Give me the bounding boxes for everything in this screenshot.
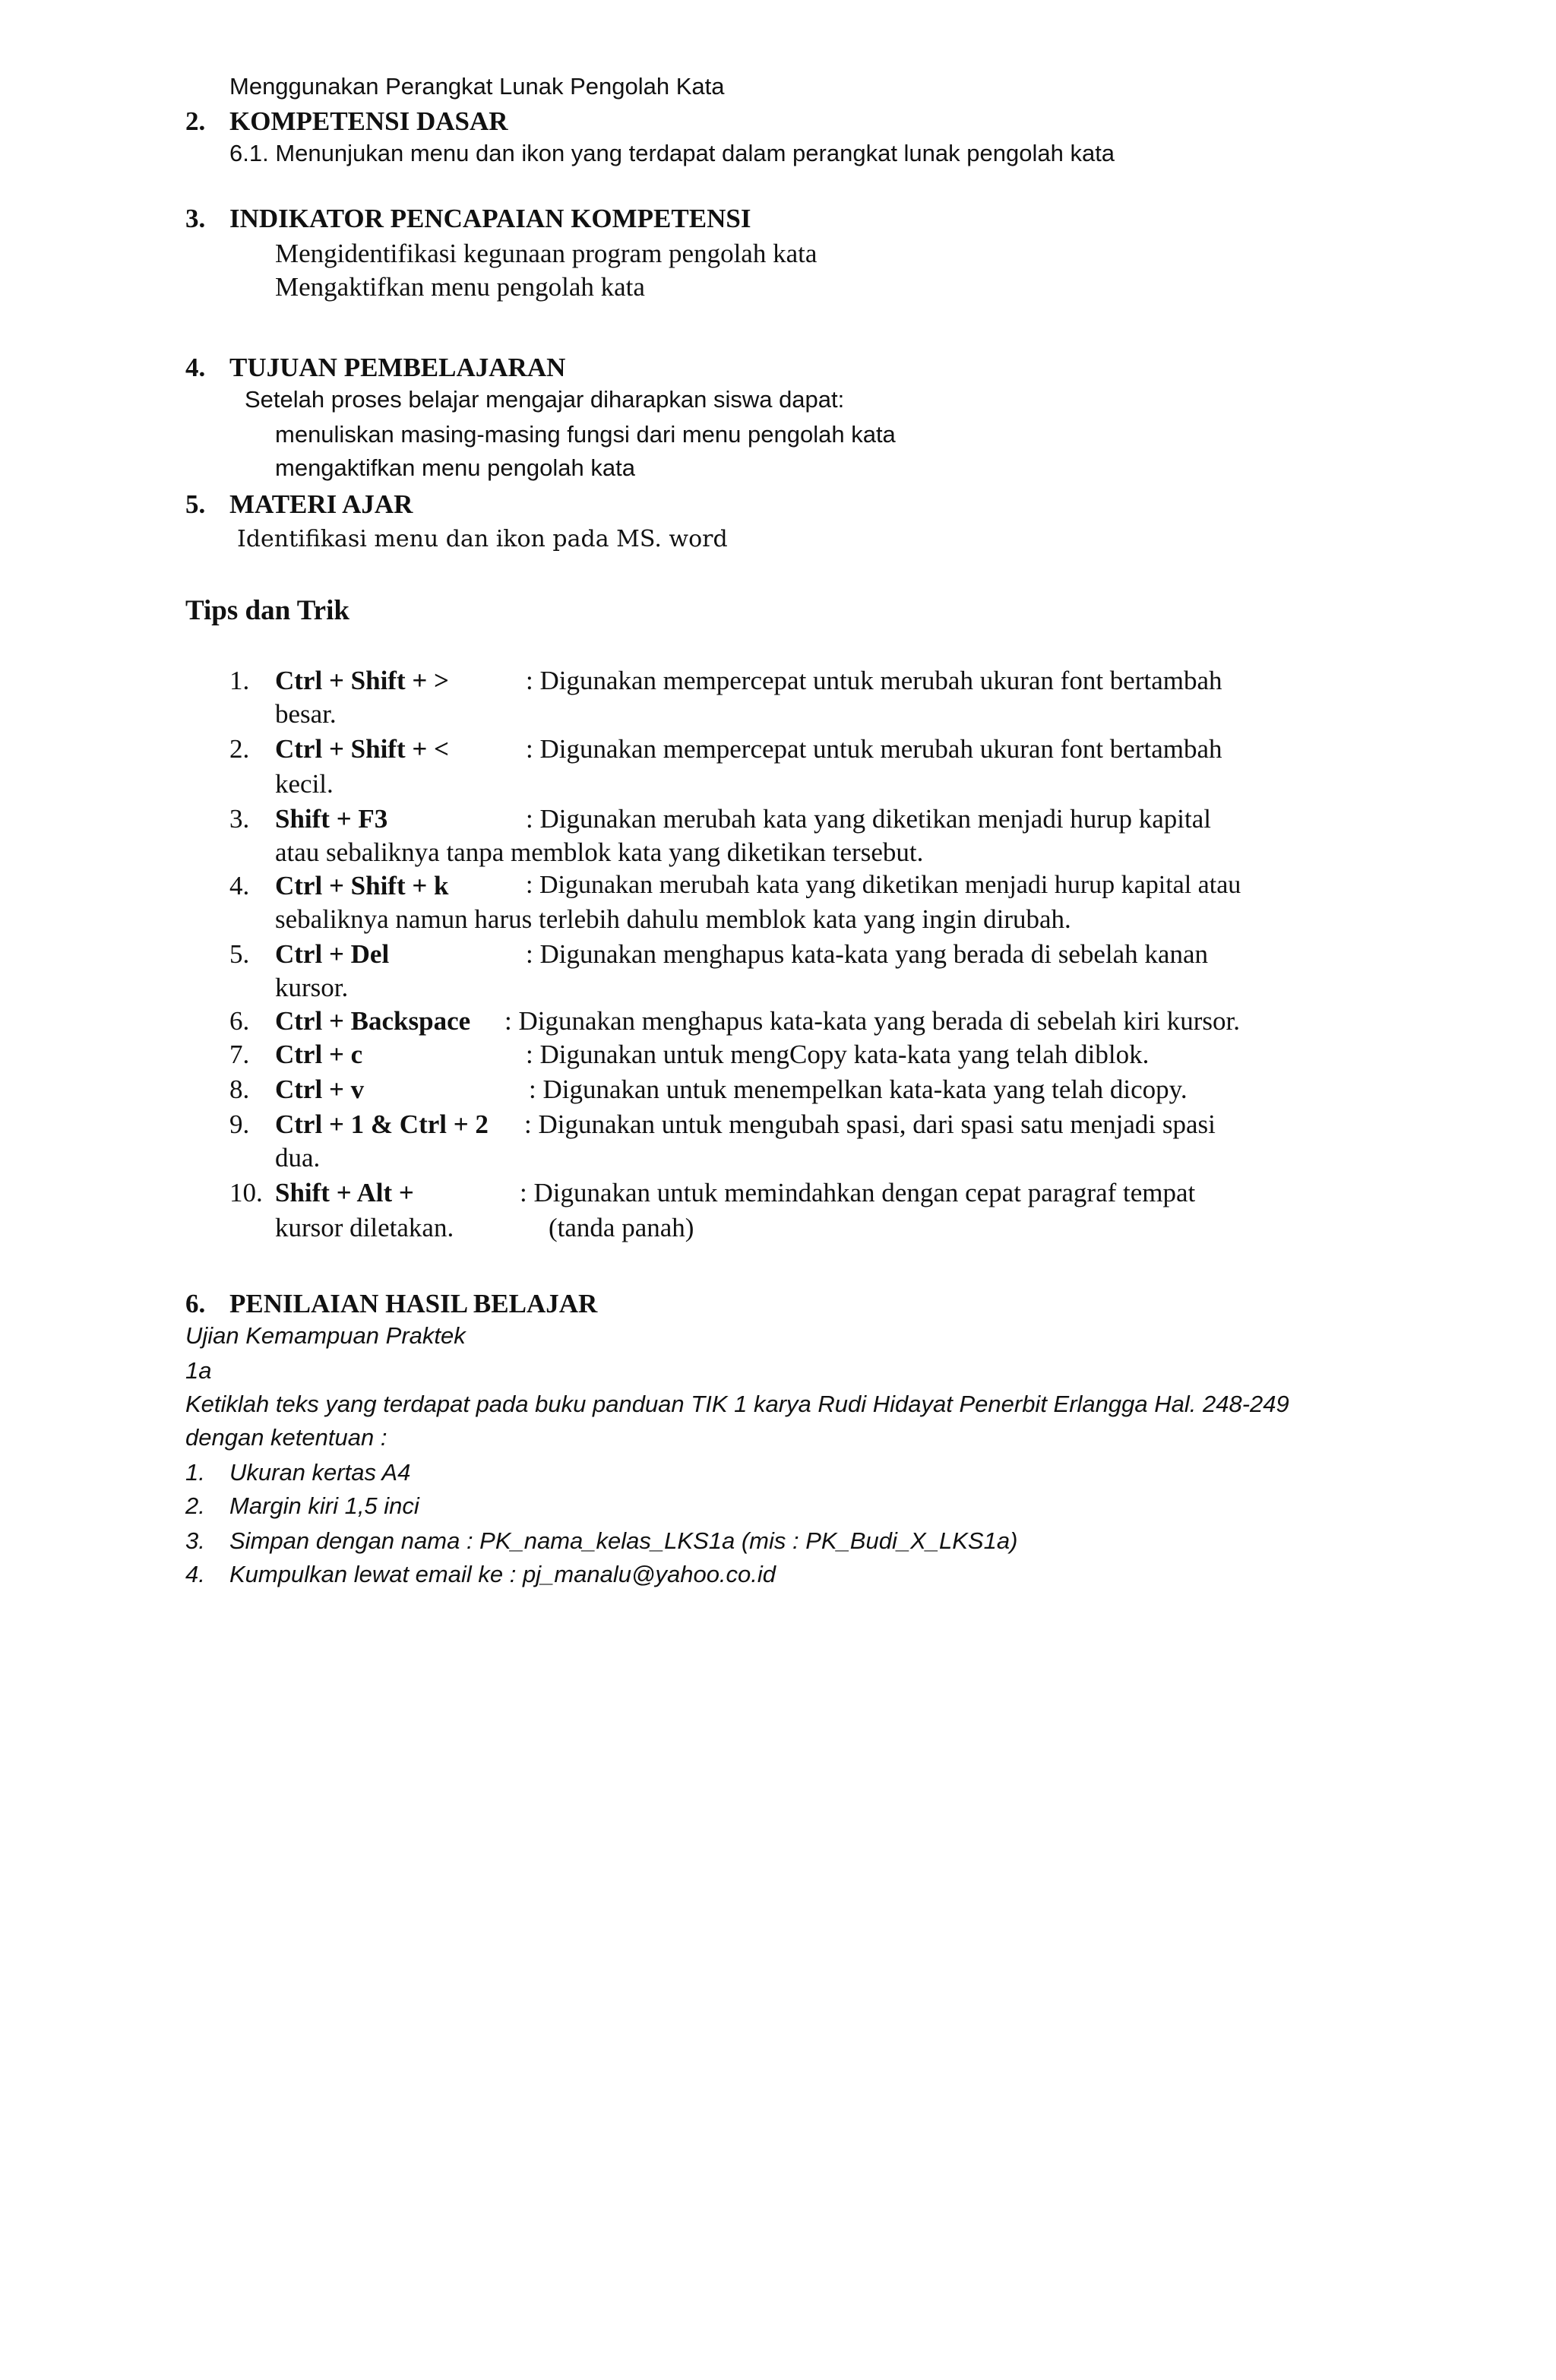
tip-number: 1. [229, 666, 250, 695]
requirement-number: 1. [185, 1459, 205, 1486]
section-2-text: 6.1. Menunjukan menu dan ikon yang terdapat dalam perangkat lunak pengolah kata [229, 140, 1115, 166]
section-3-title: INDIKATOR PENCAPAIAN KOMPETENSI [229, 204, 751, 233]
tip-continuation: sebaliknya namun harus terlebih dahulu memblok kata yang ingin dirubah. [275, 904, 1071, 934]
tip-description: : Digunakan untuk memindahkan dengan cepat paragraf tempat [520, 1178, 1196, 1207]
section-6-title: PENILAIAN HASIL BELAJAR [229, 1289, 598, 1318]
section-5-title: MATERI AJAR [229, 489, 413, 519]
tip-key: Ctrl + v [275, 1074, 365, 1104]
tip-key: Ctrl + Backspace [275, 1006, 471, 1036]
section-3-number: 3. [185, 204, 206, 233]
tip-key: Shift + Alt + [275, 1178, 414, 1207]
tip-key: Ctrl + Shift + < [275, 734, 449, 764]
tip-number: 9. [229, 1109, 250, 1139]
section-6-instruction: Ketiklah teks yang terdapat pada buku panduan TIK 1 karya Rudi Hidayat Penerbit Erlangga Hal. 248-249 [185, 1391, 1289, 1417]
section-4-number: 4. [185, 353, 206, 382]
tip-continuation: kursor. [275, 973, 349, 1002]
tip-description: : Digunakan merubah kata yang diketikan menjadi hurup kapital [526, 804, 1211, 834]
requirement-text: Kumpulkan lewat email ke : pj_manalu@yahoo.co.id [229, 1561, 776, 1587]
tip-key: Ctrl + Del [275, 939, 390, 969]
requirement-text: Ukuran kertas A4 [229, 1459, 411, 1486]
tip-description: : Digunakan untuk mengubah spasi, dari spasi satu menjadi spasi [524, 1109, 1216, 1139]
section-3-item: Mengaktifkan menu pengolah kata [275, 272, 645, 302]
tip-key: Ctrl + 1 & Ctrl + 2 [275, 1109, 489, 1139]
requirement-number: 4. [185, 1561, 205, 1587]
tip-number: 7. [229, 1040, 250, 1069]
section-5-text: Identifikasi menu dan ikon pada MS. word [237, 526, 728, 552]
section-2-number: 2. [185, 106, 206, 136]
tip-number: 2. [229, 734, 250, 764]
section-3-item: Mengidentifikasi kegunaan program pengolah kata [275, 239, 818, 268]
tip-description: : Digunakan mempercepat untuk merubah ukuran font bertambah [526, 666, 1222, 695]
section-4-title: TUJUAN PEMBELAJARAN [229, 353, 566, 382]
tip-description: : Digunakan mempercepat untuk merubah ukuran font bertambah [526, 734, 1222, 764]
section-4-item: mengaktifkan menu pengolah kata [275, 454, 635, 481]
tip-continuation: kecil. [275, 769, 334, 799]
intro-line: Menggunakan Perangkat Lunak Pengolah Kata [229, 73, 725, 100]
tip-continuation: dua. [275, 1143, 321, 1173]
tip-number: 5. [229, 939, 250, 969]
tip-key: Shift + F3 [275, 804, 388, 834]
requirement-number: 3. [185, 1527, 205, 1554]
tip-number: 3. [229, 804, 250, 834]
tip-description: : Digunakan untuk menempelkan kata-kata yang telah dicopy. [529, 1074, 1188, 1104]
requirement-text: Simpan dengan nama : PK_nama_kelas_LKS1a (mis : PK_Budi_X_LKS1a) [229, 1527, 1018, 1554]
section-5-number: 5. [185, 489, 206, 519]
tip-key: Ctrl + Shift + k [275, 871, 449, 900]
tip-continuation: kursor diletakan. [275, 1213, 454, 1242]
tips-title: Tips dan Trik [185, 595, 349, 626]
requirement-text: Margin kiri 1,5 inci [229, 1492, 419, 1519]
tip-continuation: atau sebaliknya tanpa memblok kata yang diketikan tersebut. [275, 837, 924, 867]
section-6-number: 6. [185, 1289, 206, 1318]
tip-key: Ctrl + c [275, 1040, 363, 1069]
section-6-subtitle: Ujian Kemampuan Praktek [185, 1322, 466, 1349]
tip-key: Ctrl + Shift + > [275, 666, 449, 695]
tip-number: 10. [229, 1178, 263, 1207]
tip-number: 6. [229, 1006, 250, 1036]
tip-continuation: besar. [275, 699, 337, 729]
section-2-title: KOMPETENSI DASAR [229, 106, 508, 136]
tip-description: : Digunakan menghapus kata-kata yang berada di sebelah kanan [526, 939, 1208, 969]
tip-arrow-note: (tanda panah) [549, 1213, 694, 1242]
tip-description: : Digunakan untuk mengCopy kata-kata yang telah diblok. [526, 1040, 1150, 1069]
tip-description: : Digunakan merubah kata yang diketikan menjadi hurup kapital atau [526, 871, 1241, 899]
section-6-code: 1a [185, 1357, 212, 1384]
section-4-intro: Setelah proses belajar mengajar diharapkan siswa dapat: [245, 386, 845, 413]
section-6-instruction-cont: dengan ketentuan : [185, 1424, 387, 1451]
tip-description: : Digunakan menghapus kata-kata yang berada di sebelah kiri kursor. [504, 1006, 1241, 1036]
section-4-item: menuliskan masing-masing fungsi dari menu pengolah kata [275, 421, 896, 448]
tip-number: 4. [229, 871, 250, 900]
tip-number: 8. [229, 1074, 250, 1104]
requirement-number: 2. [185, 1492, 205, 1519]
